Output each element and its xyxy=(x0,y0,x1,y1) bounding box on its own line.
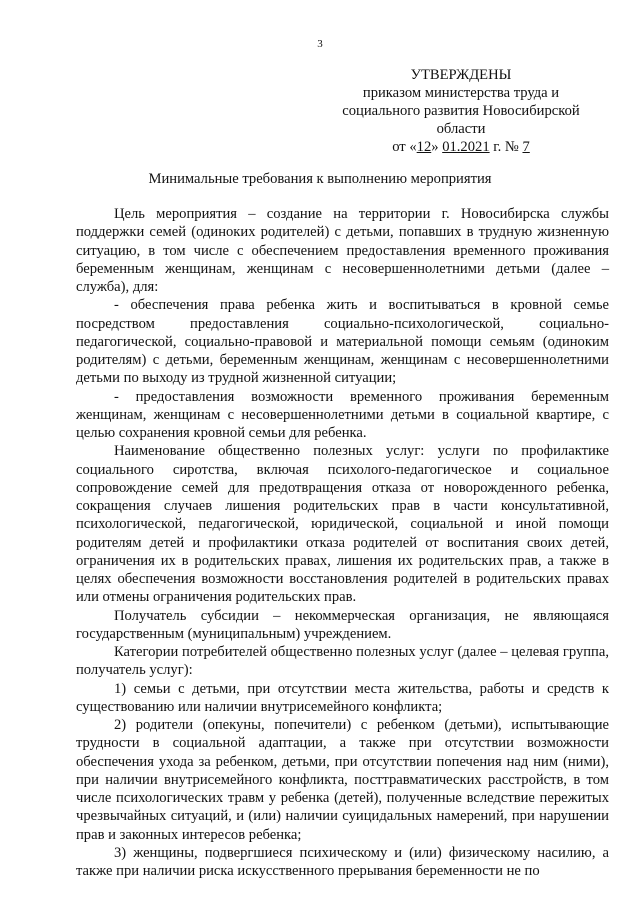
approval-line: области xyxy=(436,121,486,137)
document-body xyxy=(76,205,609,880)
paragraph: Наименование общественно полезных услуг: услуги по профилактике социального сиротства, включая психолого-педагогическое и социальное сопровождение семей для предотвращения отказа от новорожденного ребенка, сокращения случаев лишения родительских прав в части консультативной, психологической, педагогической, юридической, социальной и иной помощи родителям детей и профилактики отказа родителей от воспитания своих детей, ограничения их в родительских правах, лишения их родительских прав, а также в целях обеспечения возможности восстановления родителей в родительских правах или отмены ограничения родительских прав. xyxy=(76,443,609,606)
paragraph: - обеспечения права ребенка жить и воспитываться в кровной семье посредством предоставления социально-психологической, социально-педагогической, социально-правовой и материальной помощи семьям (одиноким родителям) с детьми, беременным женщинам, женщинам с несовершеннолетними детьми по выходу из трудной жизненной ситуации; xyxy=(76,297,609,387)
paragraph: Категории потребителей общественно полезных услуг (далее – целевая группа, получатель услуг): xyxy=(76,644,609,679)
approval-title: УТВЕРЖДЕНЫ xyxy=(410,67,512,83)
document-title: Минимальные требования к выполнению мероприятия xyxy=(148,171,492,187)
paragraph: 1) семьи с детьми, при отсутствии места жительства, работы и средств к существованию или наличии внутрисемейного конфликта; xyxy=(76,680,609,715)
date-prefix: от « xyxy=(392,139,417,155)
date-day: 12 xyxy=(416,139,432,155)
paragraph: - предоставления возможности временного проживания беременным женщинам, женщинам с несовершеннолетними детьми в социальной квартире, с целью сохранения кровной семьи для ребенка. xyxy=(76,388,609,441)
date-month-year: 01.2021 xyxy=(442,139,490,155)
paragraph: Цель мероприятия – создание на территории г. Новосибирска службы поддержки семей (одиноких родителей) с детьми, попавших в трудную жизненную ситуацию, в том числе с обеспечением предоставления временного проживания беременным женщинам, женщинам с несовершеннолетними детьми (далее – служба), для: xyxy=(76,206,609,295)
order-number: 7 xyxy=(522,139,530,155)
paragraph: 3) женщины, подвергшиеся психическому и (или) физическому насилию, а также при наличии риска искусственного прерывания беременности не по xyxy=(76,844,609,879)
approval-stamp xyxy=(318,66,604,156)
paragraph: 2) родители (опекуны, попечители) с ребенком (детьми), испытывающие трудности в социальной адаптации, а также при отсутствии возможности обеспечения ухода за ребенком, детьми, при отсутствии попечения над ним (ними), при наличии внутрисемейного конфликта, посттравматических расстройств, в том числе психологических травм у ребенка (детей), полученные вследствие пережитых чрезвычайных ситуаций, и (или) наличии суицидальных намерений, при нарушении прав и законных интересов ребенка; xyxy=(76,717,609,843)
paragraph: Получатель субсидии – некоммерческая организация, не являющаяся государственным (муниципальным) учреждением. xyxy=(76,607,609,642)
date-suffix: г. № xyxy=(489,139,523,155)
approval-date-line xyxy=(318,138,604,156)
page-number: 3 xyxy=(317,38,323,50)
approval-line: приказом министерства труда и xyxy=(362,85,560,101)
date-mid: » xyxy=(431,139,443,155)
approval-line: социального развития Новосибирской xyxy=(342,103,580,119)
